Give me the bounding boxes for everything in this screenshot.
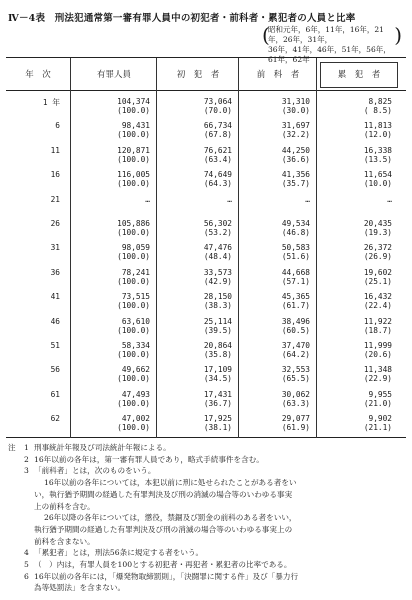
cell-count: 47,002 (121, 414, 150, 424)
cell-percent: (32.2) (281, 130, 310, 140)
table-row (0, 217, 412, 243)
note-1: 刑事統計年報及び司法統計年報による。 (34, 443, 171, 452)
cell-count: … (145, 194, 150, 204)
table-row (0, 144, 412, 170)
cell-percent: (100.0) (117, 276, 150, 286)
cell-percent: (18.7) (363, 325, 392, 335)
table-row (0, 193, 412, 219)
subtitle-line-2: 36年，41年，46年，51年，56年，61年，62年 (268, 45, 391, 64)
table-row (0, 339, 412, 365)
cell-count: 11,922 (363, 316, 392, 326)
table-subtitle: ( 昭和元年，6年，11年，16年，21年，26年，31年， 36年，41年，46年，51年，56年，61年，62年 ) (262, 23, 402, 64)
cell-count: 49,534 (281, 219, 310, 228)
table-row (0, 412, 412, 438)
cell-percent: (70.0) (203, 106, 232, 115)
cell-percent: (22.4) (363, 301, 392, 311)
cell-count: 17,431 (203, 389, 232, 399)
cell-percent: (61.9) (281, 423, 310, 433)
header-first-offender: 初 犯 者 (176, 70, 220, 80)
cell-count: 30,062 (281, 389, 310, 399)
header-year: 年 次 (25, 70, 51, 80)
cell-percent: (65.5) (281, 374, 310, 384)
table-number: Ⅳ－4表 (8, 13, 46, 24)
cell-count: 19,602 (363, 267, 392, 277)
cell-count: 38,496 (281, 316, 310, 326)
header-convicted: 有罪人員 (96, 70, 131, 80)
note-3: 「前科者」とは，次のものをいう。 (34, 466, 156, 476)
row-year: 56 (50, 365, 60, 375)
cell-count: 116,005 (117, 170, 150, 180)
cell-count: 74,649 (203, 170, 232, 180)
cell-percent: (22.9) (363, 374, 392, 384)
cell-count: 41,356 (281, 170, 310, 180)
row-year: 36 (50, 267, 60, 277)
cell-percent: (36.6) (281, 154, 310, 164)
cell-percent: (100.0) (117, 130, 150, 140)
cell-percent: (100.0) (117, 374, 150, 384)
row-year: 46 (50, 316, 60, 326)
cell-count: 50,583 (281, 243, 310, 253)
cell-count: 98,059 (121, 243, 150, 253)
note-3-text: 上の前科を含む。 (34, 501, 95, 511)
cell-percent: (57.1) (281, 276, 310, 286)
cell-percent: (35.8) (203, 350, 232, 359)
cell-count: 98,431 (121, 121, 150, 131)
table-row (0, 363, 412, 389)
cell-percent: (100.0) (117, 179, 150, 189)
cell-percent: (26.9) (363, 252, 392, 262)
cell-percent: (60.5) (281, 325, 310, 335)
row-year: 21 (50, 194, 60, 204)
header-prior-offender: 前 科 者 (256, 70, 300, 80)
cell-count: 11,999 (363, 341, 392, 350)
cell-count: 31,697 (281, 121, 310, 131)
cell-percent: (38.3) (203, 301, 232, 311)
cell-percent: (39.5) (203, 325, 232, 335)
cell-percent: (63.4) (203, 154, 232, 164)
cell-percent: (21.0) (363, 398, 392, 408)
row-year: 61 (50, 389, 60, 399)
cell-percent: (61.7) (281, 301, 310, 311)
note-6: 16年以前の各年には，「爆発物取締罰則」，「決闘罪に関する件」及び「暴力行 (34, 571, 299, 581)
table-row (0, 388, 412, 414)
cell-count: 49,662 (121, 365, 150, 375)
table-row (0, 241, 412, 267)
note-5: （ ）内は，有罪人員を100とする初犯者・再犯者・累犯者の比率である。 (34, 560, 292, 570)
cell-count: 20,864 (203, 341, 232, 350)
row-year: 51 (50, 341, 60, 350)
cell-count: 44,250 (281, 145, 310, 155)
cell-count: 37,470 (281, 341, 310, 350)
cell-percent: (100.0) (117, 350, 150, 359)
cell-count: 11,813 (363, 121, 392, 131)
cell-percent: (38.1) (203, 423, 232, 433)
cell-count: 58,334 (121, 341, 150, 350)
cell-count: 47,493 (121, 389, 150, 399)
cell-percent: (13.5) (363, 154, 392, 164)
note-3-text: 26年以降の各年については，懲役，禁錮及び罰金の前科のある者をいい， (44, 513, 297, 523)
cell-percent: (12.0) (363, 130, 392, 140)
cell-count: 47,476 (203, 243, 232, 253)
cell-percent: (67.8) (203, 130, 232, 140)
cell-count: 25,114 (203, 316, 232, 326)
header-recidivist: 累 犯 者 (337, 70, 381, 80)
table-row (0, 290, 412, 316)
cell-count: 78,241 (121, 267, 150, 277)
cell-percent: (36.7) (203, 398, 232, 408)
cell-percent: (53.2) (203, 228, 232, 237)
table-title-text: 刑法犯通常第一審有罪人員中の初犯者・前科者・累犯者の人員と比率 (54, 13, 356, 24)
table-row (0, 315, 412, 341)
table-top-rule (6, 57, 406, 58)
row-year: 16 (50, 170, 60, 180)
header-bottom-rule (6, 90, 406, 91)
cell-count: 105,886 (117, 219, 150, 228)
cell-count: 32,553 (281, 365, 310, 375)
cell-count: 20,435 (363, 219, 392, 228)
cell-percent: (19.3) (363, 228, 392, 237)
row-year: 1 年 (42, 98, 60, 107)
note-mark: 注 (8, 443, 16, 452)
cell-count: 9,902 (368, 414, 392, 424)
note-3-text: 執行猶予期間の経過した有罪判決及び刑の消滅の場合等のいわゆる事実上の (34, 524, 293, 534)
cell-percent: (35.7) (281, 179, 310, 189)
cell-count: … (387, 194, 392, 204)
cell-count: 73,064 (203, 97, 232, 106)
cell-percent: ( 8.5) (363, 106, 392, 115)
cell-count: 56,302 (203, 219, 232, 228)
cell-percent: (100.0) (117, 106, 150, 115)
cell-percent: (21.1) (363, 423, 392, 433)
cell-count: 76,621 (203, 145, 232, 155)
table-row (0, 95, 412, 121)
cell-count: 9,955 (368, 389, 392, 399)
cell-count: 28,150 (203, 292, 232, 302)
cell-percent: (100.0) (117, 301, 150, 311)
cell-percent: (46.8) (281, 228, 310, 237)
cell-count: 44,668 (281, 267, 310, 277)
table-row (0, 266, 412, 292)
subtitle-line-1: 昭和元年，6年，11年，16年，21年，26年，31年， (268, 25, 384, 44)
cell-count: … (305, 194, 310, 204)
row-year: 11 (50, 145, 60, 155)
note-3-text: 前科を含まない。 (34, 536, 95, 546)
cell-percent: (100.0) (117, 423, 150, 433)
cell-percent: (100.0) (117, 154, 150, 164)
table-row (0, 119, 412, 145)
cell-percent: (42.9) (203, 276, 232, 286)
note-4: 「累犯者」とは，刑法56条に規定する者をいう。 (34, 548, 204, 558)
cell-count: 31,310 (281, 97, 310, 106)
cell-percent: (20.6) (363, 350, 392, 359)
cell-percent: (25.1) (363, 276, 392, 286)
cell-count: 45,365 (281, 292, 310, 302)
cell-count: 66,734 (203, 121, 232, 131)
cell-percent: (63.3) (281, 398, 310, 408)
cell-percent: (100.0) (117, 252, 150, 262)
cell-count: 104,374 (117, 97, 150, 106)
note-2: 16年以前の各年は，第一審有罪人員であり，略式手続事件を含む。 (34, 454, 264, 464)
cell-count: 16,432 (363, 292, 392, 302)
cell-percent: (100.0) (117, 398, 150, 408)
cell-count: 26,372 (363, 243, 392, 253)
cell-count: … (227, 194, 232, 204)
note-3-text: い，執行猶予期間の経過した有罪判決及び刑の消滅の場合等のいわゆる事実 (34, 489, 293, 499)
cell-percent: (100.0) (117, 325, 150, 335)
cell-percent: (34.5) (203, 374, 232, 384)
row-year: 26 (50, 219, 60, 228)
cell-percent: (48.4) (203, 252, 232, 262)
cell-percent: (51.6) (281, 252, 310, 262)
cell-percent: (10.0) (363, 179, 392, 189)
row-year: 62 (50, 414, 60, 424)
row-year: 31 (50, 243, 60, 253)
cell-count: 11,654 (363, 170, 392, 180)
footnotes: 注 1 刑事統計年報及び司法統計年報による。 2 16年以前の各年は，第一審有罪人員であり，略式手続事件を含む。 3 「前科者」とは，次のものをいう。 16年以前の各年については，本犯以前に刑に処せられたことがある者をい い，執行猶予期間の経過した有罪判決及び刑の消滅の場合等のいわゆる事実 上の前科を含む。 26年以降の各年については，懲役，禁錮及び罰金の前科のある者をいい， 執行猶予期間の経過した有罪判決及び刑の消滅の場合等のいわゆる事実上の 前科を含まない。 4 「累犯者」とは，刑法56条に規定する者をいう。 5 （ ）内は，有罪人員を100とする初犯者・再犯者・累犯者の比率である。 6 16年以前の各年には，「爆発物取締罰則」，「決闘罪に関する件」及び「暴力行 為等処罰法」を含まない。 (8, 442, 406, 594)
cell-percent: (64.3) (203, 179, 232, 189)
cell-count: 29,077 (281, 414, 310, 424)
cell-count: 120,871 (117, 145, 150, 155)
cell-count: 16,338 (363, 145, 392, 155)
cell-percent: (64.2) (281, 350, 310, 359)
cell-count: 33,573 (203, 267, 232, 277)
cell-count: 17,109 (203, 365, 232, 375)
cell-count: 63,610 (121, 316, 150, 326)
cell-count: 8,825 (368, 97, 392, 106)
table-title (8, 10, 355, 24)
cell-percent: (100.0) (117, 228, 150, 237)
row-year: 6 (55, 121, 60, 131)
row-year: 41 (50, 292, 60, 302)
cell-percent: (30.0) (281, 106, 310, 115)
cell-count: 17,925 (203, 414, 232, 424)
cell-count: 11,348 (363, 365, 392, 375)
cell-count: 73,515 (121, 292, 150, 302)
note-3-text: 16年以前の各年については，本犯以前に刑に処せられたことがある者をい (44, 478, 297, 488)
note-6-text: 為等処罰法」を含まない。 (34, 583, 126, 593)
table-row (0, 168, 412, 194)
